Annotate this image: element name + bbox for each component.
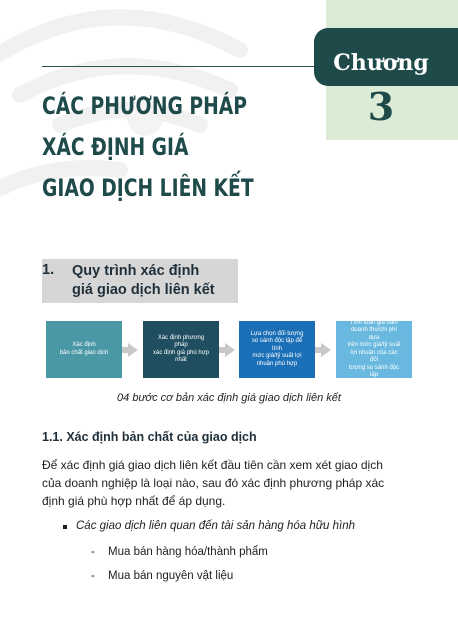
step-text-line: nhuận phù hợp	[256, 360, 298, 367]
process-step-1	[46, 321, 122, 378]
chapter-title-line: CÁC PHƯƠNG PHÁP	[42, 92, 248, 120]
step-text-line: tượng so sánh độc lập	[348, 364, 400, 378]
square-bullet-icon	[63, 525, 67, 529]
section-title-line: giá giao dịch liên kết	[72, 282, 215, 298]
chapter-label: Chương	[333, 50, 429, 76]
process-step-2	[143, 321, 219, 378]
body-paragraph	[42, 456, 420, 510]
diagram-caption: 04 bước cơ bản xác định giá giao dịch liên kết	[117, 392, 341, 404]
step-text-line: bản chất giao dịch	[59, 349, 109, 356]
arrow-right-icon	[321, 343, 331, 357]
step-text-line: trên mức giá/tỷ suất	[347, 342, 401, 348]
title-divider	[42, 66, 314, 67]
paragraph-line: định giá phù hợp nhất để áp dụng.	[42, 494, 226, 508]
paragraph-line: của doanh nghiệp là loại nào, sau đó xác định phương pháp xác	[42, 476, 385, 490]
section-title	[72, 262, 215, 300]
step-text-line: xác định giá phù hợp nhất	[153, 349, 209, 363]
bullet-item: Các giao dịch liên quan đến tài sản hàng hóa hữu hình	[76, 520, 356, 532]
step-text-line: lợi nhuận của các đối	[350, 349, 398, 363]
step-text-line: Xác định phương pháp	[157, 334, 205, 348]
list-item: Mua bán hàng hóa/thành phẩm	[108, 546, 268, 558]
step-text-line: Tính toán giá bán/	[349, 319, 399, 326]
paragraph-line: Để xác định giá giao dịch liên kết đầu tiên cần xem xét giao dịch	[42, 458, 383, 472]
process-step-4	[336, 321, 412, 378]
step-text-line: Xác định	[72, 342, 96, 348]
chapter-number: 3	[367, 84, 395, 129]
step-text-line: Lựa chọn đối tượng	[250, 330, 304, 337]
arrow-right-icon	[225, 343, 235, 357]
arrow-right-icon	[128, 343, 138, 357]
chapter-title-line: XÁC ĐỊNH GIÁ	[42, 133, 189, 161]
subsection-title: 1.1. Xác định bản chất của giao dịch	[42, 430, 257, 444]
dash-bullet: -	[91, 570, 95, 582]
dash-bullet: -	[91, 546, 95, 558]
step-text-line: so sánh độc lập để tính	[251, 338, 303, 352]
section-title-line: Quy trình xác định	[72, 263, 200, 279]
chapter-title	[42, 86, 254, 209]
section-number: 1.	[42, 262, 55, 278]
process-step-3	[239, 321, 315, 378]
step-text-line: mức giá/tỷ suất lợi	[252, 353, 302, 360]
list-item: Mua bán nguyên vật liệu	[108, 570, 234, 582]
step-text-line: doanh thu/chi phí dựa	[350, 327, 398, 341]
chapter-title-line: GIAO DỊCH LIÊN KẾT	[42, 174, 254, 202]
